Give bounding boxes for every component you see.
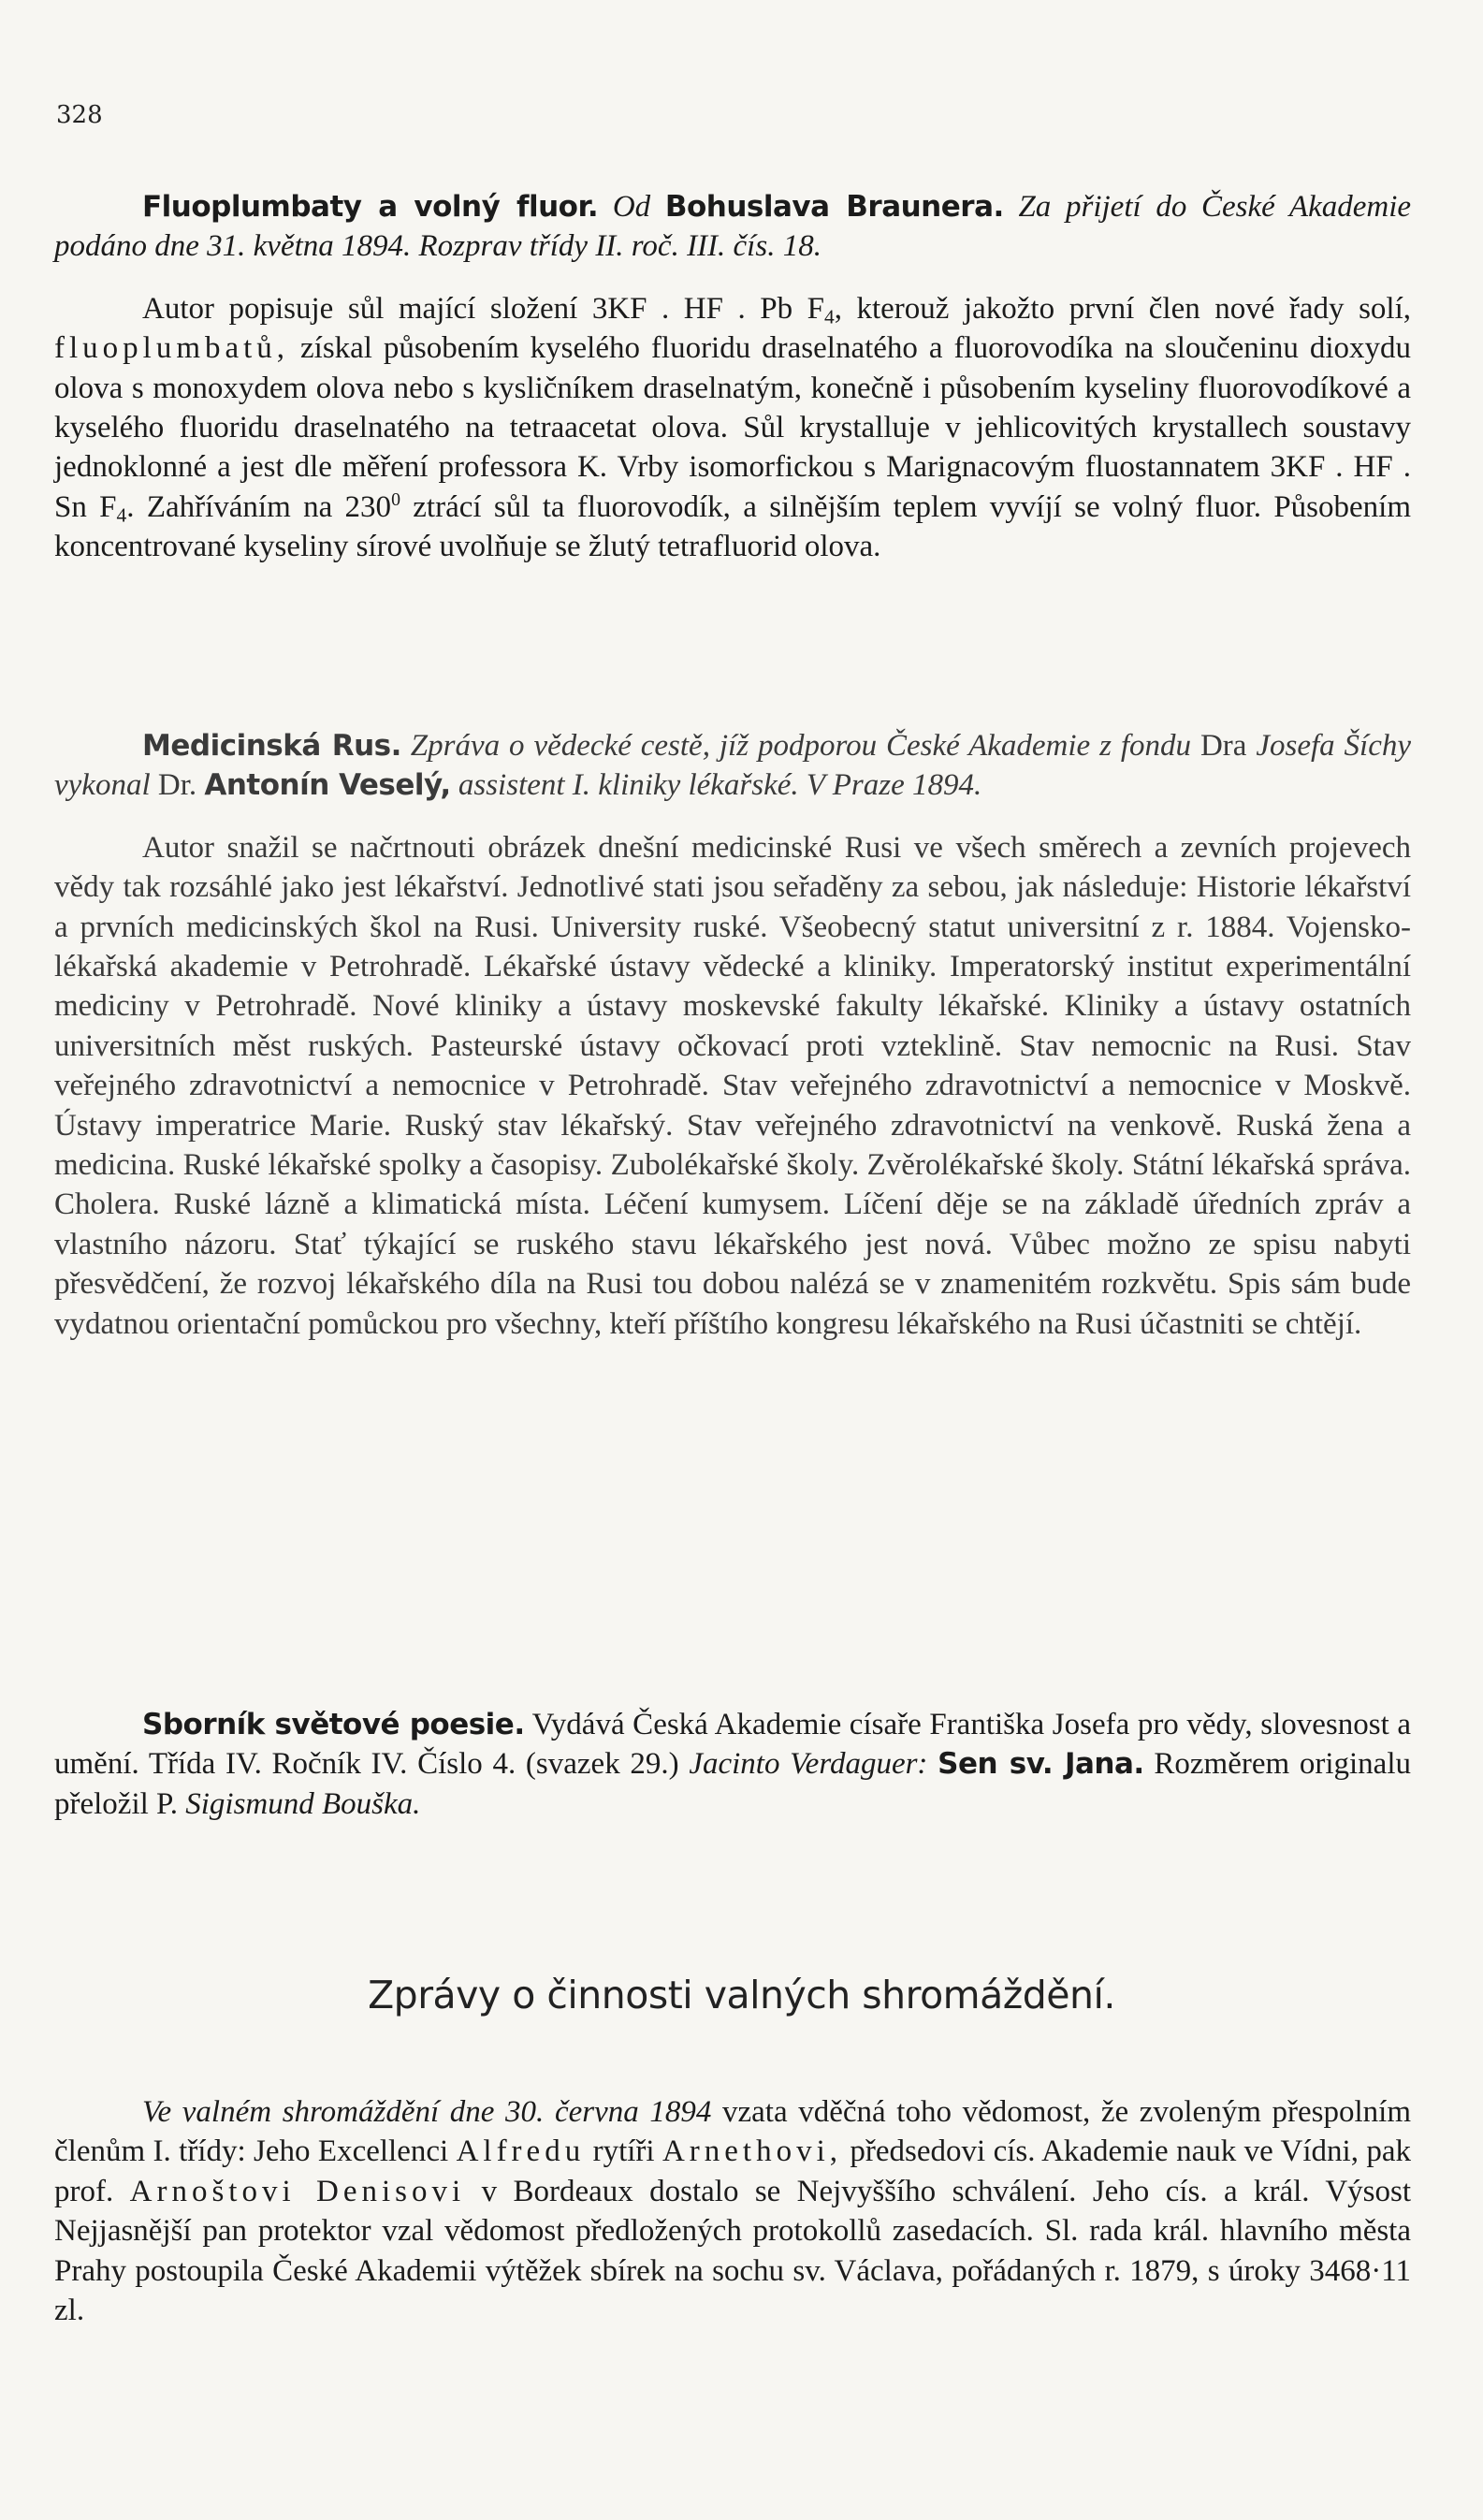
translator-name: Sigismund Bouška. bbox=[185, 1786, 421, 1821]
poet-name: Jacinto Verdaguer: bbox=[689, 1747, 928, 1782]
assembly-text: vzata vděčná toho vědomost, že zvoleným přespolním členům I. třídy: Jeho Excellenci bbox=[54, 2095, 1411, 2169]
entry-body: Autor snažil se načrtnouti obrázek dnešní medicinské Rusi ve všech směrech a zevních projevech vědy tak rozsáhlé jako jest lékařství. Jednotlivé stati jsou seřaděny za sebou, jak následuje: Historie lékařství a prvních medicinských škol na Rusi. University ruské. Všeobecný statut universitní z r. 1884. Vojensko-lékařská akademie v Petrohradě. Lékařské ústavy vědecké a kliniky. Imperatorský institut experimentální mediciny v Petrohradě. Nové kliniky a ústavy moskevské fakulty lékařské. Kliniky a ústavy ostatních universitních měst ruských. Pasteurské ústavy očkovací proti vzteklině. Stav nemocnic na Rusi. Stav veřejného zdravotnictví a nemocnice v Petrohradě. Stav veřejného zdravotnictví a nemocnice v Moskvě. Ústavy imperatrice Marie. Ruský stav lékařský. Stav veřejného zdravotnictví na venkově. Ruská žena a medicina. Ruské lékařské spolky a časopisy. Zubolékařské školy. Zvěrolékařské školy. Státní lékařská správa. Cholera. Ruské lázně a klimatická místa. Léčení kumysem. Líčení děje se na základě úředních zpráv a vlastního názoru. Stať týkající se ruského stavu lékařského jest nová. Vůbec možno ze spisu nabyti přesvědčení, že rozvoj lékařského díla na Rusi tou dobou nalézá se v znamenitém rozkvětu. Spis sám bude vydatnou orientační pomůckou pro všechny, kteří příštího kongresu lékařského na Rusi účastniti se chtějí. bbox=[54, 830, 1411, 1341]
member-name: Arnoštovi Denisovi bbox=[129, 2174, 466, 2208]
entry-title: Sborník světové poesie. bbox=[142, 1708, 525, 1741]
superscript: 0 bbox=[391, 488, 400, 510]
member-name: Arnethovi, bbox=[662, 2134, 843, 2169]
entry-heading bbox=[54, 726, 1411, 806]
entry-body bbox=[54, 289, 1411, 567]
entry-note: Dr. bbox=[157, 768, 197, 803]
work-title: Sen sv. Jana. bbox=[938, 1747, 1144, 1782]
entry-text: Vydává Česká Akademie císaře Františka Josefa pro vědy, slovesnost a umění. Třída IV. Ročník IV. Číslo 4. (svazek 29.) bbox=[54, 1708, 1411, 1782]
entry-author: Bohuslava Braunera. bbox=[664, 190, 1004, 224]
assembly-report bbox=[54, 2092, 1411, 2330]
body-text: . Zahříváním na 230 bbox=[126, 489, 392, 524]
entry-text: Rozměrem originalu přeložil P. bbox=[54, 1747, 1411, 1821]
assembly-text: předsedovi cís. Akademie nauk ve Vídni, pak prof. bbox=[54, 2134, 1412, 2208]
page-number: 328 bbox=[56, 101, 103, 129]
subscript: 4 bbox=[116, 503, 127, 527]
entry-fluoplumbaty bbox=[54, 187, 1411, 567]
body-text: , kterouž jakožto první člen nové řady solí, bbox=[834, 291, 1411, 326]
entry-sbornik bbox=[54, 1705, 1411, 1824]
entry-note: Za přijetí do České Akademie podáno dne 31. května 1894. Rozprav třídy II. roč. III. čís. 18. bbox=[54, 190, 1412, 264]
entry-note: Josefa Šíchy vykonal bbox=[54, 729, 1412, 803]
entry-note: assistent I. kliniky lékařské. V Praze 1894. bbox=[458, 768, 982, 803]
entry-title: Fluoplumbaty a volný fluor. bbox=[142, 190, 599, 224]
spaced-term: fluoplumbatů, bbox=[54, 331, 290, 366]
subscript: 4 bbox=[824, 305, 835, 328]
entry-medicinska-rus bbox=[54, 726, 1411, 1344]
body-text: ztrácí sůl ta fluorovodík, a silnějším teplem vyvíjí se volný fluor. Působením koncentrované kyseliny sírové uvolňuje se žlutý tetrafluorid olova. bbox=[54, 489, 1412, 564]
entry-note: Zpráva o vědecké cestě, jíž podporou České Akademie z fondu bbox=[410, 729, 1192, 763]
section-title: Zprávy o činnosti valných shromáždění. bbox=[368, 1973, 1115, 2017]
entry-author: Antonín Veselý, bbox=[204, 768, 451, 803]
assembly-intro: Ve valném shromáždění dne 30. června 1894 bbox=[142, 2095, 712, 2129]
body-text: získal působením kyselého fluoridu draselnatého a fluorovodíka na sloučeninu dioxydu olova s monoxydem olova nebo s kysličníkem draselnatým, konečně i působením kyseliny fluorovodíkové a kyselého fluoridu draselnatého na tetraacetat olova. Sůl krystalluje v jehlicovitých krystallech soustavy jednoklonné a jest dle měření professora K. Vrby isomorfickou s Marignacovým fluostannatem 3KF . HF . Sn F bbox=[54, 331, 1411, 524]
assembly-text: v Bordeaux dostalo se Nejvyššího schválení. Jeho cís. a král. Výsost Nejjasnější pan protektor vzal vědomost předložených protokollů zasedacích. Sl. rada král. hlavního města Prahy postoupila České Akademii výtěžek sbírek na sochu sv. Václava, pořádaných r. 1879, s úroky 3468·11 zl. bbox=[54, 2174, 1412, 2328]
body-text: Autor popisuje sůl mající složení 3KF . HF . Pb F bbox=[142, 291, 824, 326]
entry-note: Dra bbox=[1199, 729, 1247, 763]
entry-heading bbox=[54, 1705, 1411, 1824]
assembly-paragraph bbox=[54, 2092, 1411, 2330]
assembly-text: rytíři bbox=[592, 2134, 655, 2169]
entry-title: Medicinská Rus. bbox=[142, 729, 401, 763]
author-prefix: Od bbox=[612, 190, 651, 224]
entry-heading bbox=[54, 187, 1411, 267]
member-name: Alfredu bbox=[456, 2134, 586, 2169]
